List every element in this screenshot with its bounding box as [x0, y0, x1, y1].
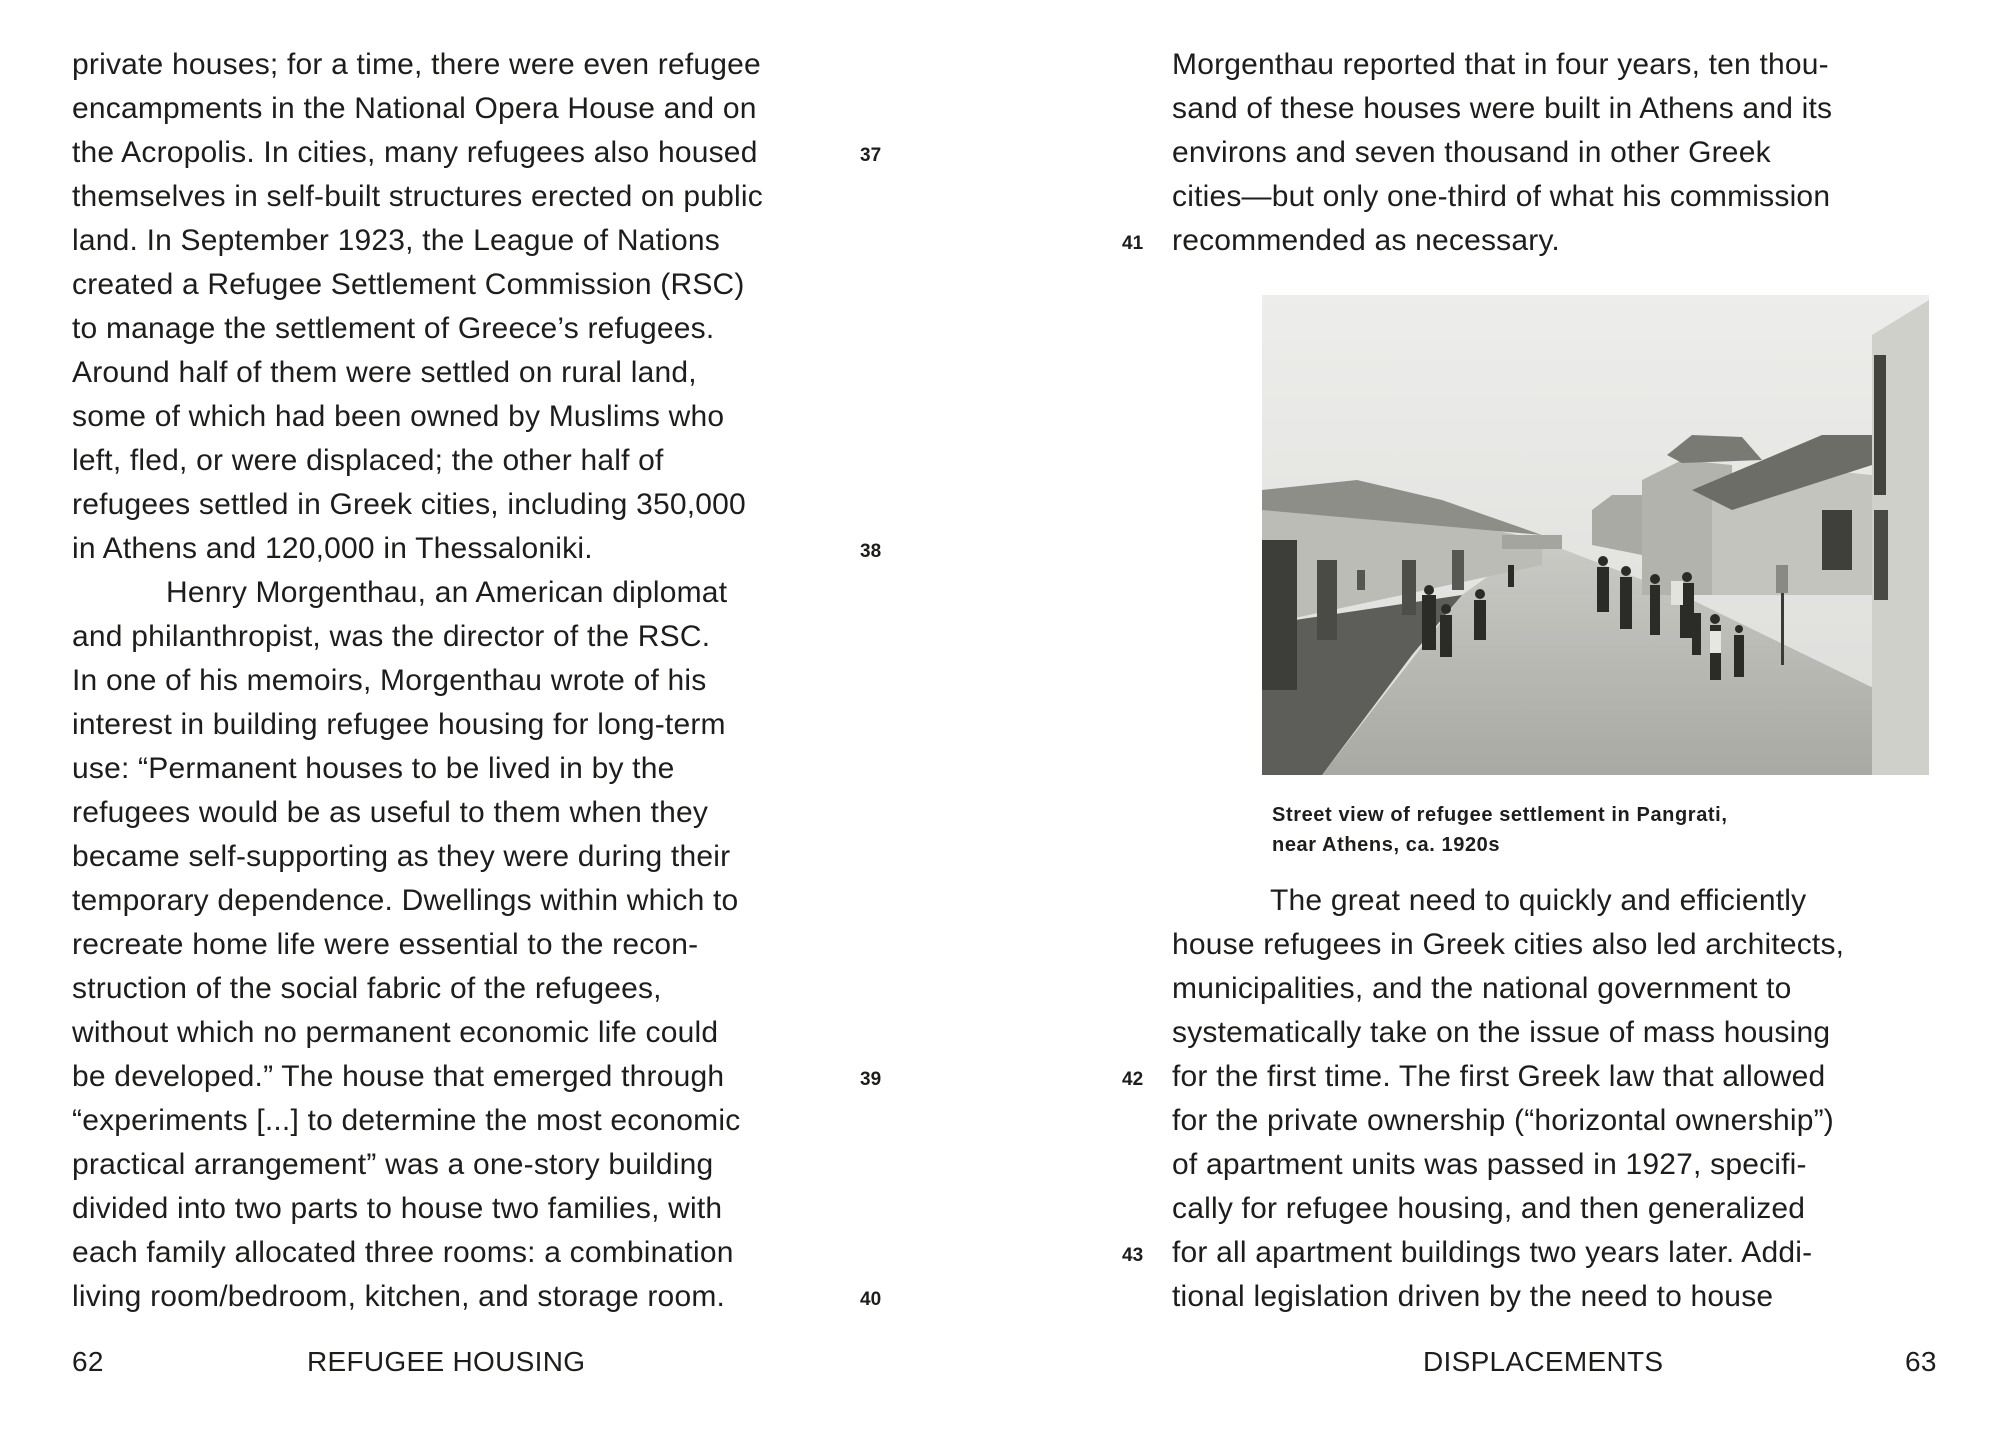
caption-line: Street view of refugee settlement in Pangrati,: [1272, 804, 1728, 826]
text-line: living room/bedroom, kitchen, and storage room.: [72, 1280, 726, 1313]
endnote-marker[interactable]: 43: [1122, 1245, 1144, 1266]
text-line: themselves in self-built structures erected on public: [72, 180, 763, 213]
text-line: some of which had been owned by Muslims who: [72, 400, 725, 433]
text-line: temporary dependence. Dwellings within which to: [72, 884, 739, 917]
text-line: Morgenthau reported that in four years, ten thou-: [1172, 48, 1829, 81]
text-line: recommended as necessary.: [1172, 224, 1560, 257]
right-page: [1000, 0, 2000, 1429]
text-line: without which no permanent economic life could: [72, 1016, 719, 1049]
paragraph-first-line: The great need to quickly and efficiently: [1270, 884, 1807, 917]
running-head-right: DISPLACEMENTS: [1423, 1346, 1664, 1377]
text-line: refugees would be as useful to them when they: [72, 796, 709, 829]
text-line: Around half of them were settled on rural land,: [72, 356, 697, 389]
text-line: tional legislation driven by the need to house: [1172, 1280, 1774, 1313]
text-line: became self-supporting as they were during their: [72, 840, 731, 873]
endnote-marker[interactable]: 42: [1122, 1069, 1144, 1090]
photo-illustration: [1262, 295, 1929, 775]
text-line: to manage the settlement of Greece’s refugees.: [72, 312, 715, 345]
endnote-marker[interactable]: 38: [860, 541, 882, 562]
caption-line: near Athens, ca. 1920s: [1272, 834, 1501, 856]
text-line: municipalities, and the national government to: [1172, 972, 1792, 1005]
text-line: for all apartment buildings two years later. Addi-: [1172, 1236, 1813, 1269]
text-line: of apartment units was passed in 1927, specifi-: [1172, 1148, 1807, 1181]
text-line: In one of his memoirs, Morgenthau wrote of his: [72, 664, 707, 697]
text-line: cally for refugee housing, and then generalized: [1172, 1192, 1806, 1225]
paragraph-first-line: Henry Morgenthau, an American diplomat: [166, 576, 728, 609]
text-line: for the first time. The first Greek law that allowed: [1172, 1060, 1826, 1093]
endnote-marker[interactable]: 41: [1122, 233, 1144, 254]
folio-right: 63: [1905, 1346, 1937, 1377]
text-line: practical arrangement” was a one-story building: [72, 1148, 714, 1181]
text-line: land. In September 1923, the League of Nations: [72, 224, 720, 257]
text-line: struction of the social fabric of the refugees,: [72, 972, 662, 1005]
text-line: for the private ownership (“horizontal ownership”): [1172, 1104, 1834, 1137]
text-line: divided into two parts to house two families, with: [72, 1192, 723, 1225]
text-line: cities—but only one-third of what his commission: [1172, 180, 1831, 213]
text-line: systematically take on the issue of mass housing: [1172, 1016, 1831, 1049]
text-line: the Acropolis. In cities, many refugees also housed: [72, 136, 758, 169]
text-line: each family allocated three rooms: a combination: [72, 1236, 734, 1269]
text-line: use: “Permanent houses to be lived in by the: [72, 752, 675, 785]
text-line: house refugees in Greek cities also led architects,: [1172, 928, 1845, 961]
text-line: encampments in the National Opera House and on: [72, 92, 757, 125]
text-line: and philanthropist, was the director of the RSC.: [72, 620, 711, 653]
text-line: be developed.” The house that emerged through: [72, 1060, 725, 1093]
text-line: environs and seven thousand in other Greek: [1172, 136, 1771, 169]
text-line: in Athens and 120,000 in Thessaloniki.: [72, 532, 593, 565]
text-line: private houses; for a time, there were even refugee: [72, 48, 761, 81]
figure-photo-pangrati-street: [1262, 295, 1929, 775]
text-line: interest in building refugee housing for long-term: [72, 708, 726, 741]
text-line: “experiments [...] to determine the most economic: [72, 1104, 741, 1137]
endnote-marker[interactable]: 39: [860, 1069, 882, 1090]
text-line: left, fled, or were displaced; the other half of: [72, 444, 664, 477]
folio-left: 62: [72, 1346, 104, 1377]
text-line: refugees settled in Greek cities, including 350,000: [72, 488, 746, 521]
text-line: recreate home life were essential to the recon-: [72, 928, 699, 961]
text-line: sand of these houses were built in Athens and its: [1172, 92, 1833, 125]
running-head-left: REFUGEE HOUSING: [307, 1346, 586, 1377]
text-line: created a Refugee Settlement Commission (RSC): [72, 268, 745, 301]
endnote-marker[interactable]: 37: [860, 145, 882, 166]
endnote-marker[interactable]: 40: [860, 1289, 882, 1310]
